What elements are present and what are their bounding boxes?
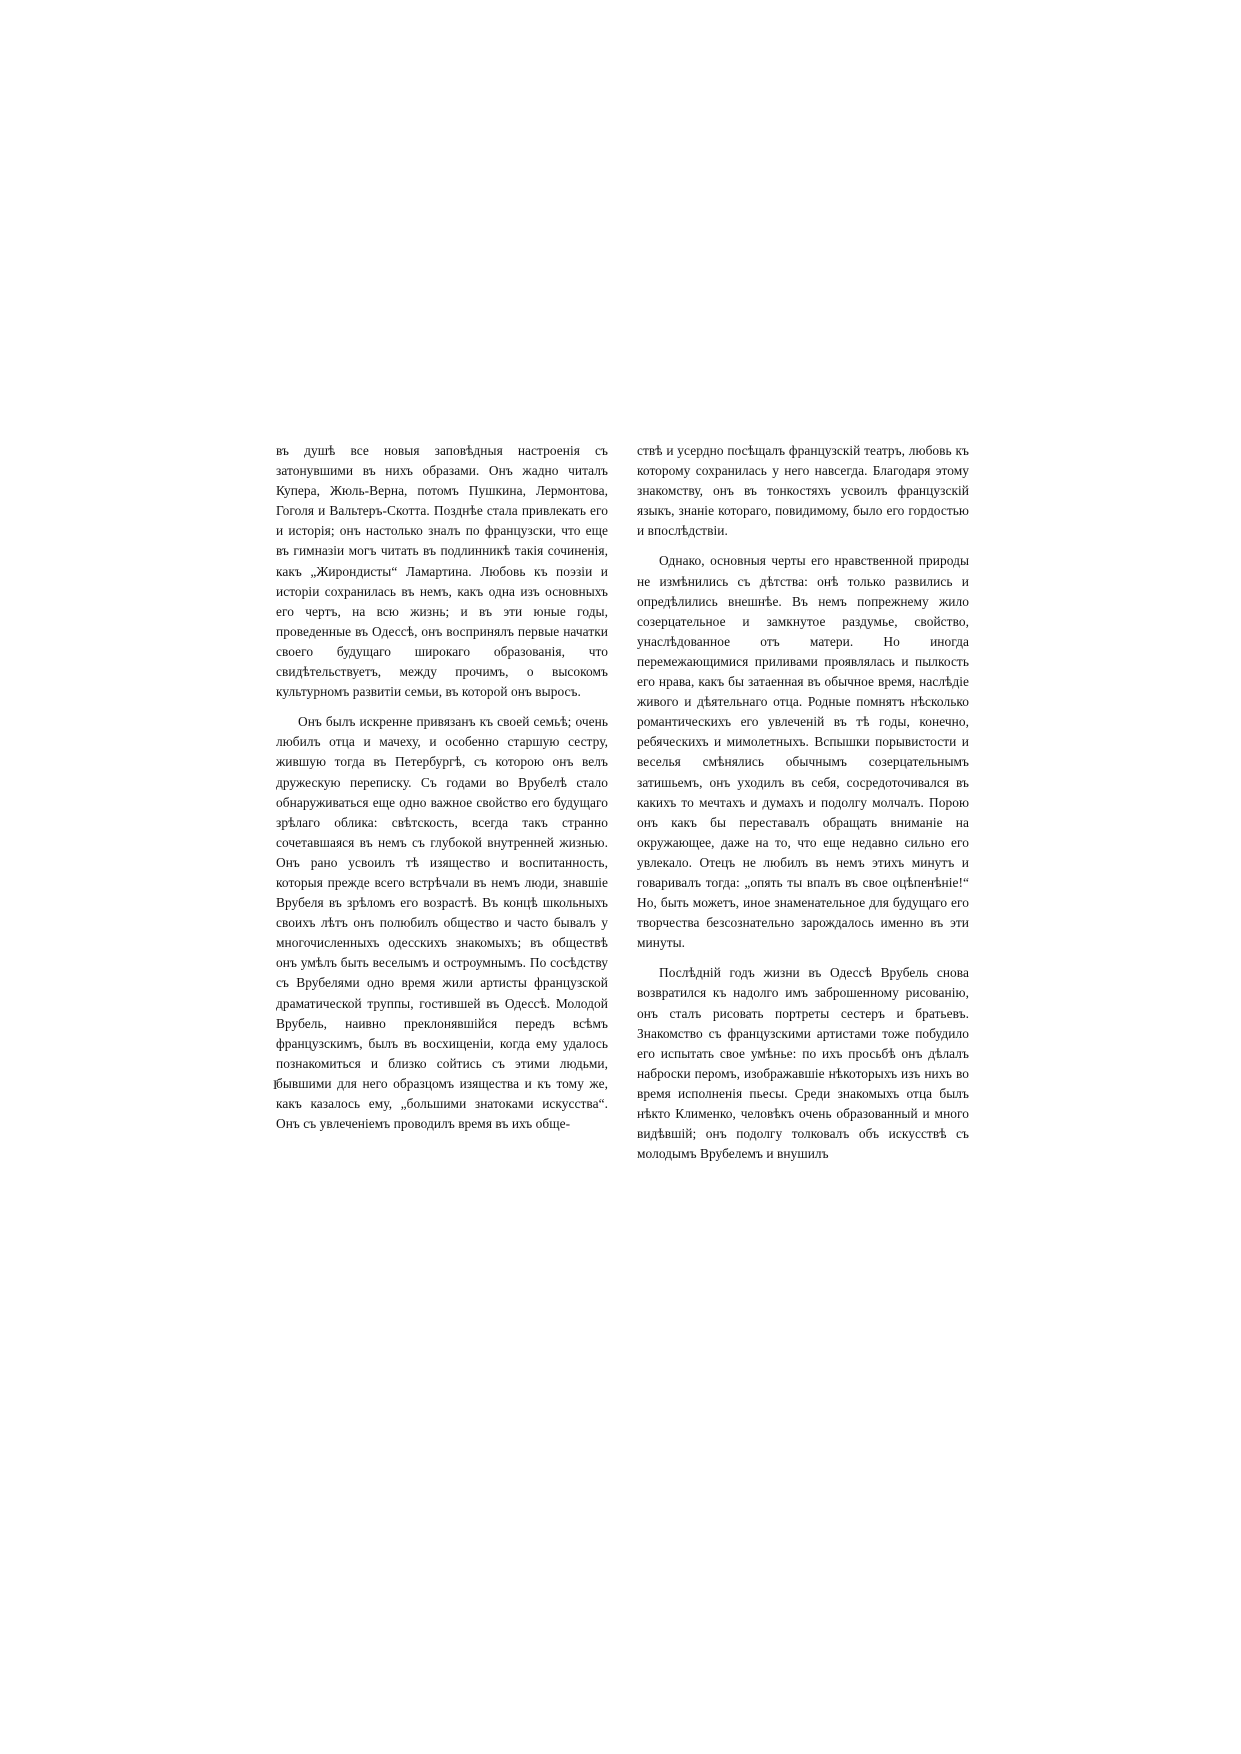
right-text-column [637,441,969,1174]
page-folio-mark: I [273,1077,278,1092]
paragraph: Онъ былъ искренне привязанъ къ своей семьѣ; очень любилъ отца и мачеху, и особенно старшую сестру, жившую тогда въ Петербургѣ, съ которою онъ велъ дружескую переписку. Съ годами во Врубелѣ стало обнаруживаться еще одно важное свойство его будущаго зрѣлаго облика: свѣтскость, всегда такъ странно сочетавшаяся въ немъ съ глубокой внутренней жизнью. Онъ рано усвоилъ тѣ изящество и воспитанность, которыя прежде всего встрѣчали въ немъ люди, знавшіе Врубеля въ зрѣломъ его возрастѣ. Въ концѣ школьныхъ своихъ лѣтъ онъ полюбилъ общество и часто бывалъ у многочисленныхъ одесскихъ знакомыхъ; въ обществѣ онъ умѣлъ быть веселымъ и остроумнымъ. По сосѣдству съ Врубелями одно время жили артисты французской драматической труппы, гостившей въ Одессѣ. Молодой Врубель, наивно преклонявшійся передъ всѣмъ французскимъ, былъ въ восхищеніи, когда ему удалось познакомиться и близко сойтись съ этими людьми, бывшими для него образцомъ изящества и къ тому же, какъ казалось ему, „большими знатоками искусства“. Онъ съ увлеченіемъ проводилъ время въ ихъ обще- [276,714,608,1132]
paragraph: въ душѣ все новыя заповѣдныя настроенія съ затонувшими въ нихъ образами. Онъ жадно читалъ Купера, Жюль-Верна, потомъ Пушкина, Лермонтова, Гоголя и Вальтеръ-Скотта. Позднѣе стала привлекать его и исторія; онъ настолько зналъ по французски, что еще въ гимназіи могъ читать въ подлинникѣ такія сочиненія, какъ „Жирондисты“ Ламартина. Любовь къ поэзіи и исторіи сохранилась въ немъ, какъ одна изъ основныхъ его чертъ, на всю жизнь; и въ эти юные годы, проведенные въ Одессѣ, онъ воспринялъ первые начатки своего будущаго широкаго образованія, что свидѣтельствуетъ, между прочимъ, о высокомъ культурномъ развитіи семьи, въ которой онъ выросъ. [276,443,608,700]
paragraph: Однако, основныя черты его нравственной природы не измѣнились съ дѣтства: онѣ только развились и опредѣлились внешнѣе. Въ немъ попрежнему жило созерцательное и замкнутое раздумье, свойство, унаслѣдованное отъ матери. Но иногда перемежающимися приливами проявлялась и пылкость его нрава, какъ бы затаенная въ обычное время, наслѣдіе живого и дѣятельнаго отца. Родные помнятъ нѣсколько романтическихъ его увлеченій въ тѣ годы, конечно, ребяческихъ и мимолетныхъ. Вспышки порывистости и веселья смѣнялись обычнымъ созерцательнымъ затишьемъ, онъ уходилъ въ себя, сосредоточивался въ какихъ то мечтахъ и думахъ и подолгу молчалъ. Порою онъ какъ бы переставалъ обращать вниманіе на окружающее, даже на то, что еще недавно сильно его увлекало. Отецъ не любилъ въ немъ этихъ минутъ и говаривалъ тогда: „опять ты впалъ въ свое оцѣпенѣніе!“ Но, быть можетъ, иное знаменательное для будущаго его творчества безсознательно зарождалось именно въ эти минуты. [637,553,969,951]
paragraph: ствѣ и усердно посѣщалъ французскій театръ, любовь къ которому сохранилась у него навсегда. Благодаря этому знакомству, онъ въ тонкостяхъ усвоилъ французскій языкъ, знаніе котораго, повидимому, было его гордостью и впослѣдствіи. [637,443,969,539]
paragraph: Послѣдній годъ жизни въ Одессѣ Врубель снова возвратился къ надолго имъ заброшенному рисованію, онъ сталъ рисовать портреты сестеръ и братьевъ. Знакомство съ французскими артистами тоже побудило его испытать свое умѣнье: по ихъ просьбѣ онъ дѣлалъ наброски перомъ, изображавшіе нѣкоторыхъ изъ нихъ во время исполненія пьесы. Среди знакомыхъ отца былъ нѣкто Клименко, человѣкъ очень образованный и много видѣвшій; онъ подолгу толковалъ объ искусствѣ съ молодымъ Врубелемъ и внушилъ [637,965,969,1162]
left-text-column [276,441,608,1144]
